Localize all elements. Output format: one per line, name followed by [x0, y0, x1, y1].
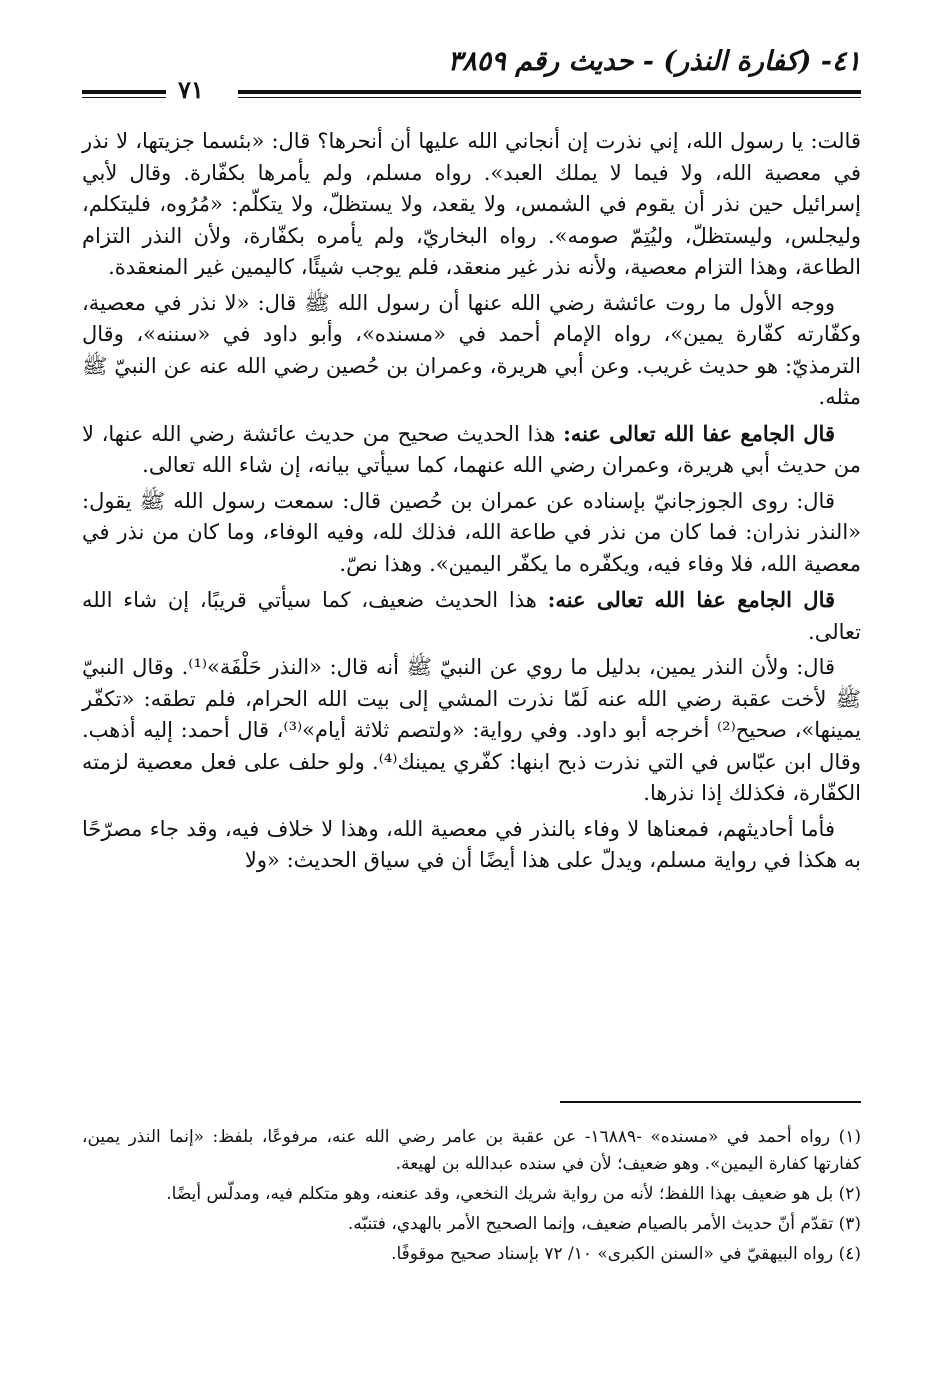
footnote-1: (١) رواه أحمد في «مسنده» -١٦٨٨٩- عن عقبة بن عامر رضي الله عنه، مرفوعًا، بلفظ: «إنما النذر يمين، كفارتها كفارة اليمين». وهو ضعيف؛ لأن في سنده عبدالله بن لهيعة.: [82, 1127, 861, 1174]
paragraph-bisma: قالت: يا رسول الله، إني نذرت إن أنجاني الله عليها أن أنحرها؟ قال: «بئسما جزيتها، لا نذر في معصية الله، ولا فيما لا يملك العبد». رواه مسلم، ولم يأمرها بكفّارة. وقال لأبي إسرائيل حين نذر أن يقوم في الشمس، ولا يقعد، ولا يستظلّ، ولا يتكلّم: «مُرُوه، فليتكلم، وليجلس، وليستظلّ، وليُتِمّ صومه». رواه البخاريّ، ولم يأمره بكفّارة، ولأن النذر التزام الطاعة، وهذا التزام معصية، ولأنه نذر غير منعقد، فلم يوجب شيئًا، كاليمين غير المنعقدة.: [82, 129, 861, 279]
paragraph-yamin: قال: ولأن النذر يمين، بدليل ما روي عن النبيّ ﷺ أنه قال: «النذر حَلْفَة»⁽¹⁾. وقال النبيّ ﷺ لأخت عقبة رضي الله عنه لَمّا نذرت المشي إلى بيت الله الحرام، فلم تطقه: «تكفّر يمينها»، صحيح⁽²⁾ أخرجه أبو داود. وفي رواية: «ولتصم ثلاثة أيام»⁽³⁾، قال أحمد: إليه أذهب. وقال ابن عبّاس في التي نذرت ذبح ابنها: كفّري يمينك⁽⁴⁾. ولو حلف على فعل معصية لزمته الكفّارة، فكذلك إذا نذرها.: [82, 655, 861, 805]
footnote-3: (٣) تقدّم أنّ حديث الأمر بالصيام ضعيف، وإنما الصحيح الأمر بالهدي، فتنبّه.: [347, 1214, 861, 1234]
footnote-2: (٢) بل هو ضعيف بهذا اللفظ؛ لأنه من رواية شريك النخعي، وقد عنعنه، وهو متكلم فيه، ومدلّس أيضًا.: [166, 1184, 861, 1204]
page-number-rule-thick: [82, 90, 166, 94]
header-rule-thin: [238, 97, 861, 98]
compiler-note-2-lead: قال الجامع عفا الله تعالى عنه:: [547, 587, 836, 612]
compiler-note-1: [82, 418, 861, 482]
chapter-header: ٤١- (كفارة النذر) - حديث رقم ٣٨٥٩: [447, 46, 861, 77]
compiler-note-2: [82, 584, 861, 648]
compiler-note-1-text: هذا الحديث صحيح من حديث عائشة رضي الله عنها، لا من حديث أبي هريرة، وعمران رضي الله عنهما، كما سيأتي بيانه، إن شاء الله تعالى.: [82, 421, 861, 477]
paragraph-wajh-awwal: ووجه الأول ما روت عائشة رضي الله عنها أن رسول الله ﷺ قال: «لا نذر في معصية، وكفّارته كفّارة يمين»، رواه الإمام أحمد في «مسنده»، وأبو داود في «سننه»، وقال الترمذيّ: هو حديث غريب. وعن أبي هريرة، وعمران بن حُصين رضي الله عنه عن النبيّ ﷺ مثله.: [82, 290, 861, 409]
header-rule-thick: [238, 90, 861, 94]
footnote-separator: [560, 1101, 861, 1103]
compiler-note-2-text: هذا الحديث ضعيف، كما سيأتي قريبًا، إن شاء الله تعالى.: [82, 588, 861, 644]
paragraph-ahadith: فأما أحاديثهم، فمعناها لا وفاء بالنذر في معصية الله، وهذا لا خلاف فيه، وقد جاء مصرّحًا به هكذا في رواية مسلم، ويدلّ على هذا أيضًا أن في سياق الحديث: «ولا: [82, 816, 861, 872]
footnotes: [82, 1124, 861, 1271]
footnote-4: (٤) رواه البيهقيّ في «السنن الكبرى» ١٠/ ٧٢ بإسناد صحيح موقوفًا.: [391, 1244, 861, 1264]
main-text: [82, 126, 861, 881]
page-number-rule-thin: [82, 97, 166, 98]
paragraph-jawzajani: قال: روى الجوزجانيّ بإسناده عن عمران بن حُصين قال: سمعت رسول الله ﷺ يقول: «النذر نذران: فما كان من نذر في طاعة الله، فذلك لله، وفيه الوفاء، وما كان من نذر في معصية الله، فلا وفاء فيه، ويكفّره ما يكفّر اليمين». وهذا نصّ.: [82, 488, 861, 576]
compiler-note-1-lead: قال الجامع عفا الله تعالى عنه:: [563, 420, 835, 446]
page-number: ٧١: [178, 75, 204, 104]
